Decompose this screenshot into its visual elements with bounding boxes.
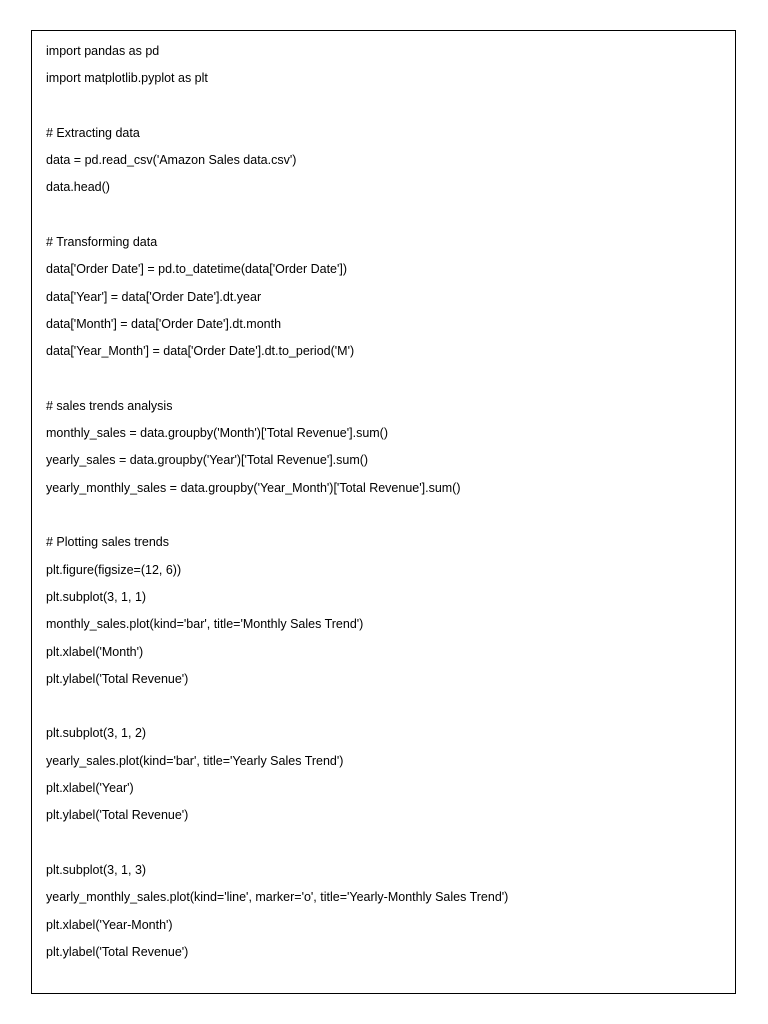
code-line: monthly_sales = data.groupby('Month')['Total Revenue'].sum() <box>46 426 389 441</box>
code-line: plt.xlabel('Year') <box>46 781 134 796</box>
code-line: data['Month'] = data['Order Date'].dt.month <box>46 316 282 331</box>
code-line: data['Year_Month'] = data['Order Date'].dt.to_period('M') <box>46 344 355 359</box>
code-line: monthly_sales.plot(kind='bar', title='Monthly Sales Trend') <box>46 617 364 632</box>
code-listing <box>46 38 508 966</box>
code-line <box>46 366 508 393</box>
code-line: yearly_sales = data.groupby('Year')['Total Revenue'].sum() <box>46 453 369 468</box>
code-line: plt.ylabel('Total Revenue') <box>46 671 189 686</box>
code-line <box>46 502 508 529</box>
code-line: yearly_monthly_sales = data.groupby('Year_Month')['Total Revenue'].sum() <box>46 480 461 495</box>
code-line: # Transforming data <box>46 235 158 250</box>
code-line: # Extracting data <box>46 125 140 140</box>
code-line: # sales trends analysis <box>46 398 173 413</box>
code-line <box>46 93 508 120</box>
code-line: yearly_monthly_sales.plot(kind='line', marker='o', title='Yearly-Monthly Sales Trend') <box>46 890 509 905</box>
code-line: plt.ylabel('Total Revenue') <box>46 944 189 959</box>
code-line: data = pd.read_csv('Amazon Sales data.csv') <box>46 153 297 168</box>
code-line: import matplotlib.pyplot as plt <box>46 71 208 86</box>
code-line: plt.subplot(3, 1, 2) <box>46 726 147 741</box>
code-line <box>46 693 508 720</box>
code-line: plt.subplot(3, 1, 1) <box>46 589 147 604</box>
code-line: yearly_sales.plot(kind='bar', title='Yearly Sales Trend') <box>46 753 344 768</box>
code-line <box>46 830 508 857</box>
code-line: plt.subplot(3, 1, 3) <box>46 862 147 877</box>
code-line: data.head() <box>46 180 110 195</box>
code-line: # Plotting sales trends <box>46 535 169 550</box>
code-line: plt.xlabel('Year-Month') <box>46 917 173 932</box>
code-line: import pandas as pd <box>46 44 160 58</box>
code-line: plt.ylabel('Total Revenue') <box>46 808 189 823</box>
code-line: data['Year'] = data['Order Date'].dt.year <box>46 289 262 304</box>
code-line: data['Order Date'] = pd.to_datetime(data['Order Date']) <box>46 262 348 277</box>
code-line: plt.figure(figsize=(12, 6)) <box>46 562 182 577</box>
code-line: plt.xlabel('Month') <box>46 644 144 659</box>
code-line <box>46 202 508 229</box>
